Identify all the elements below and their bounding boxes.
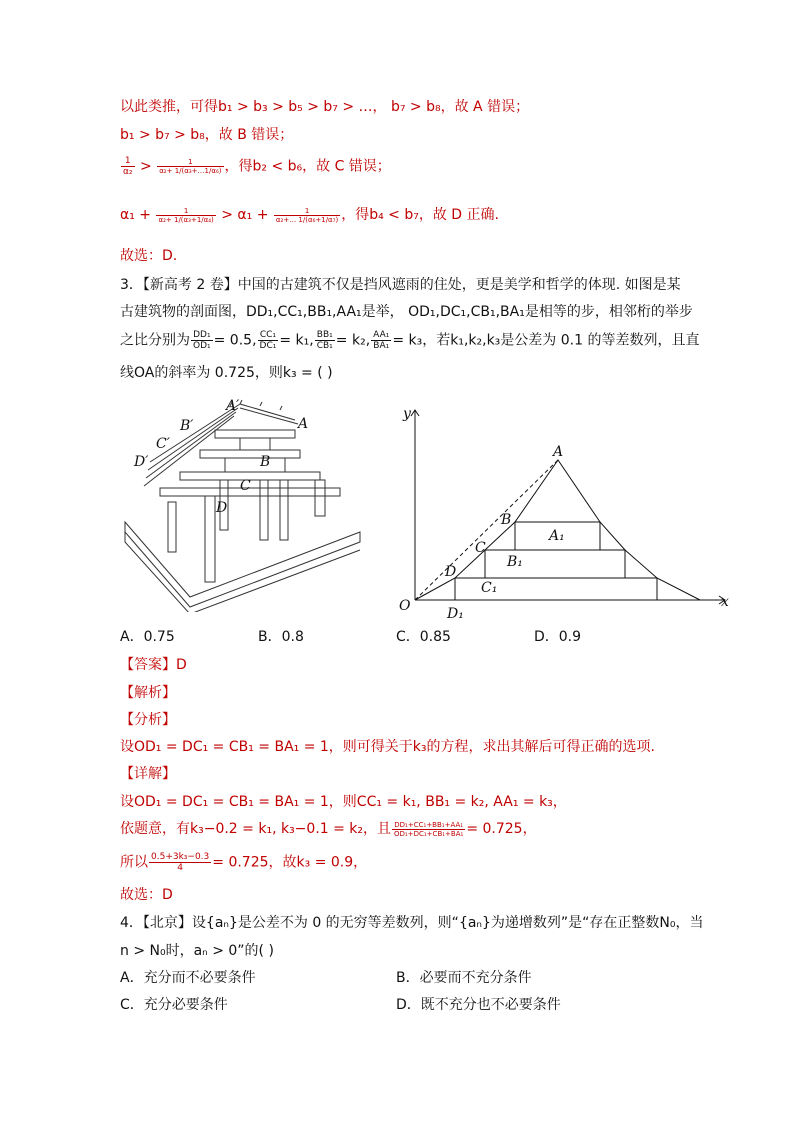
q4-option-d: D．既不充分也不必要条件 (396, 997, 561, 1013)
point-D: D (445, 564, 457, 580)
label-D-prime: D′ (134, 454, 149, 470)
point-B1: B₁ (507, 554, 523, 570)
fraction: $\frac{\text{DD₁}}{\text{OD₁}}$ (193, 330, 211, 351)
q3-line-3: 之比分别为 $\frac{\text{DD₁}}{\text{OD₁}}$ = 0.5, $\frac{\text{CC₁}}{\text{DC₁}}$ = k₁, $\frac{\text{BB₁}}{\text{CB₁}}$ = k₂, $\frac{\text{AA₁}}{\text{BA₁}}$ = k₃，若k₁,k₂,k₃是公差为 0.1 的等差数列，且直 (120, 330, 700, 351)
axis-y-label: y (403, 406, 411, 422)
fenxi-heading: 【分析】 (120, 712, 176, 728)
answer: 【答案】D (120, 657, 187, 673)
q4-option-c: C．充分必要条件 (120, 997, 228, 1013)
label-C-prime: C′ (156, 436, 170, 452)
q4-line-1: 4．【北京】设{aₙ}是公差不为 0 的无穷等差数列，则“{aₙ}为递增数列”是“存在正整数N₀，当 (120, 915, 704, 931)
fenxi-text: 设OD₁ = DC₁ = CB₁ = BA₁ = 1，则可得关于k₃的方程，求出其解后可得正确的选项. (120, 739, 655, 755)
detail-line-2: 依题意，有k₃−0.2 = k₁, k₃−0.1 = k₂，且 $\frac{\text{DD₁+CC₁+BB₁+AA₁}}{\text{OD₁+DC₁+CB₁+BA₁}}$ = 0.725， (120, 820, 537, 838)
fraction: $\frac{\text{AA₁}}{\text{BA₁}}$ (373, 330, 390, 351)
prev-line-3: $\frac{1}{\text{α₂}}$ > $\frac{1}{\text{α₂+ 1/(α₃+…1/α₆)}}$ ，得b₂ < b₆，故 C 错误； (123, 156, 391, 177)
q3-line-2: 古建筑物的剖面图，DD₁,CC₁,BB₁,AA₁是举， OD₁,DC₁,CB₁,BA₁是相等的步，相邻桁的举步 (120, 304, 693, 320)
fraction: $\frac{\text{0.5+3k₃−0.3}}{4}$ (151, 852, 210, 873)
option-b: B．0.8 (258, 629, 304, 645)
label-B: B (260, 454, 271, 470)
point-B: B (501, 512, 512, 528)
math: b₁ > b₇ > b₈ (120, 127, 205, 143)
text: ，故 A 错误； (440, 99, 530, 115)
q4-option-a: A．充分而不必要条件 (120, 970, 256, 986)
q3-line-1: 3．【新高考 2 卷】中国的古建筑不仅是挡风遮雨的住处，更是美学和哲学的体现. 如图是某 (120, 277, 681, 293)
point-D1: D₁ (447, 606, 464, 622)
xiangjie-heading: 【详解】 (120, 766, 176, 782)
fraction: $\frac{1}{\text{α₂+ 1/(α₃+1/α₄)}}$ (158, 206, 214, 224)
text: ，故 B 错误； (204, 127, 294, 143)
fraction: $\frac{1}{\text{α₂}}$ (123, 156, 133, 177)
label-C: C (240, 478, 251, 494)
point-A: A (553, 444, 564, 460)
option-a: A．0.75 (120, 629, 175, 645)
option-d: D．0.9 (534, 629, 582, 645)
q3-choose: 故选：D (120, 887, 173, 903)
prev-line-2 (120, 126, 293, 144)
fraction: $\frac{\text{DD₁+CC₁+BB₁+AA₁}}{\text{OD₁+DC₁+CB₁+BA₁}}$ (394, 820, 464, 838)
detail-line-1: 设OD₁ = DC₁ = CB₁ = BA₁ = 1，则CC₁ = k₁, BB₁ = k₂, AA₁ = k₃， (120, 794, 567, 810)
axis-x-label: x (721, 594, 729, 610)
origin-label: O (399, 598, 411, 614)
coordinate-diagram (395, 400, 740, 625)
label-A: A (298, 416, 309, 432)
label-D: D (216, 500, 228, 516)
math: b₁ > b₃ > b₅ > b₇ > …， b₇ > b₈ (218, 99, 441, 115)
prev-choose: 故选：D. (120, 248, 178, 264)
fraction: $\frac{1}{\text{α₂+ 1/(α₃+…1/α₆)}}$ (159, 158, 222, 175)
point-C1: C₁ (481, 580, 498, 596)
prev-line-1 (120, 98, 529, 116)
building-section-figure (120, 392, 365, 612)
label-A-prime: A′ (226, 398, 240, 414)
point-C: C (475, 540, 486, 556)
q4-line-2: n > N₀时，aₙ > 0”的( ) (120, 943, 274, 959)
prev-line-4: α₁ + $\frac{1}{\text{α₂+ 1/(α₃+1/α₄)}}$ > α₁ + $\frac{1}{\text{α₂+… 1/(α₆+1/α₇)}}$ ，得b₄ < b₇，故 D 正确. (120, 206, 499, 224)
point-A1: A₁ (549, 528, 565, 544)
q3-line-4: 线OA的斜率为 0.725，则k₃ = ( ) (120, 365, 333, 381)
label-B-prime: B′ (180, 418, 194, 434)
option-c: C．0.85 (396, 629, 451, 645)
jiexi-heading: 【解析】 (120, 685, 176, 701)
detail-line-3: 所以 $\frac{\text{0.5+3k₃−0.3}}{4}$ = 0.725，故k₃ = 0.9， (120, 852, 368, 873)
text: 以此类推，可得 (120, 99, 218, 115)
q4-option-b: B．必要而不充分条件 (396, 970, 532, 986)
fraction: $\frac{\text{BB₁}}{\text{CB₁}}$ (316, 330, 333, 351)
fraction: $\frac{\text{CC₁}}{\text{DC₁}}$ (259, 330, 277, 351)
fraction: $\frac{1}{\text{α₂+… 1/(α₆+1/α₇)}}$ (275, 206, 339, 224)
